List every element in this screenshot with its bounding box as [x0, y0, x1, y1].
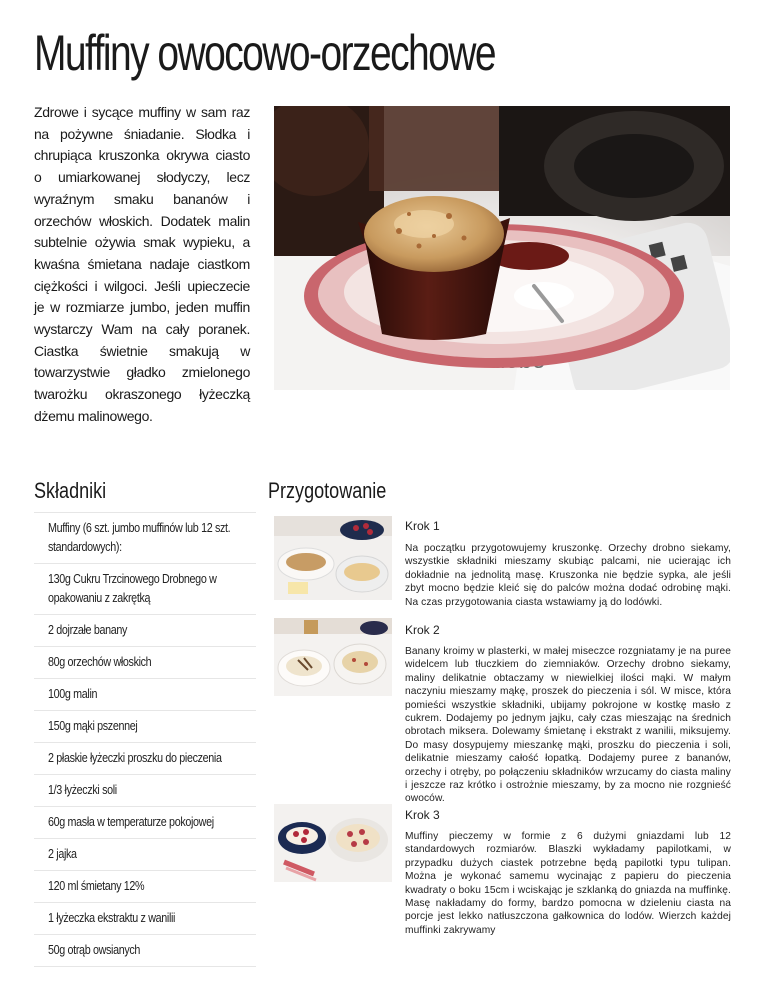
- ingredient-item: 60g masła w temperaturze pokojowej: [34, 807, 256, 839]
- preparation-heading: Przygotowanie: [268, 478, 387, 503]
- step-2-photo: [274, 618, 392, 696]
- ingredient-item: 1 łyżeczka ekstraktu z wanilii: [34, 903, 256, 935]
- step-1-label: Krok 1: [405, 519, 440, 533]
- ingredient-item: 100g malin: [34, 679, 256, 711]
- step-2-text: Banany kroimy w plasterki, w małej miseczce rozgniatamy je na puree widelcem lub tłuczkiem do ziemniaków. Orzechy drobno siekamy, maliny delikatnie obtaczamy w niewielkiej ilości mąki. W małym naczyniu mieszamy mąkę, proszek do pieczenia i sól. W misce, która pomieści wszystkie składniki, ubijamy pokrojone w kostkę masło z cukrem. Dodajemy po jednym jajku, cały czas mieszając na średnich obrotach miksera. Dolewamy śmietanę i ekstrakt z wanilii, miksujemy. Do masy dosypujemy mieszankę mąki, proszku do pieczenia i soli, delikatnie mieszamy całość łopatką. Dodajemy puree z bananów, orzechy i otręby, po połączeniu składników wrzucamy do ciasta maliny i jeszcze raz krótko i ostrożnie mieszamy, by za mocno nie rozgnieść owoców.: [405, 646, 731, 805]
- step-3-photo: [274, 804, 392, 882]
- ingredient-item: 50g otrąb owsianych: [34, 935, 256, 967]
- ingredient-item: 2 dojrzałe banany: [34, 615, 256, 647]
- ingredient-item: 120 ml śmietany 12%: [34, 871, 256, 903]
- step-3-label: Krok 3: [405, 808, 440, 822]
- muffin-plate-illustration: [274, 106, 730, 390]
- step-1-text: Na początku przygotowujemy kruszonkę. Orzechy drobno siekamy, wszystkie składniki mieszamy skubiąc palcami, nie ucierając ich dokładnie na jednolitą masę. Kruszonka nie będzie sypka, ale jeśli zbyt mocno będzie kleić się do palców można dodać odrobinę mąki. Na czas przygotowania ciasta wstawiamy ją do lodówki.: [405, 543, 731, 608]
- recipe-title: Muffiny owocowo-orzechowe: [34, 25, 496, 81]
- ingredient-item: 130g Cukru Trzcinowego Drobnego w opakowaniu z zakrętką: [34, 564, 256, 615]
- step-1-photo: [274, 516, 392, 600]
- ingredients-list: [34, 512, 256, 967]
- ingredient-item: 1/3 łyżeczki soli: [34, 775, 256, 807]
- ingredient-item: 80g orzechów włoskich: [34, 647, 256, 679]
- ingredient-item: 2 płaskie łyżeczki proszku do pieczenia: [34, 743, 256, 775]
- ingredient-item: Muffiny (6 szt. jumbo muffinów lub 12 szt. standardowych):: [34, 513, 256, 564]
- step-3-text: Muffiny pieczemy w formie z 6 dużymi gniazdami lub 12 standardowych rozmiarów. Blaszki wykładamy papilotkami, w przypadku dużych ciastek potrzebne będą papilotki typu tulipan. Można je wykonać samemu wycinając z papieru do pieczenia kwadraty o boku 15cm i wciskając je szklanką do gniazda na muffinkę. Masę nakładamy do formy, bardzo pomocna w dzieleniu ciasta na porcje jest lekko natłuszczona gałkownica do lodów. Wierzch każdej muffinki zakrywamy: [405, 831, 731, 936]
- ingredient-item: 2 jajka: [34, 839, 256, 871]
- hero-photo: [274, 106, 730, 390]
- ingredient-item: 150g mąki pszennej: [34, 711, 256, 743]
- ingredients-heading: Składniki: [34, 478, 107, 503]
- recipe-intro: Zdrowe i sycące muffiny w sam raz na pożywne śniadanie. Słodka i chrupiąca kruszonka okrywa ciasto o umiarkowanej słodyczy, lecz wyraźnym smaku bananów i orzechów włoskich. Dodatek malin subtelnie ożywia smak wypieku, a kwaśna śmietana nadaje ciastkom ciężkości i wilgoci. Jeśli upieczecie je w rozmiarze jumbo, jeden muffin wystarczy Wam na cały poranek. Ciastka świetnie smakują w towarzystwie gładko zmielonego twarożku okraszonego łyżeczką dżemu malinowego.: [34, 104, 250, 424]
- step-2-label: Krok 2: [405, 623, 440, 637]
